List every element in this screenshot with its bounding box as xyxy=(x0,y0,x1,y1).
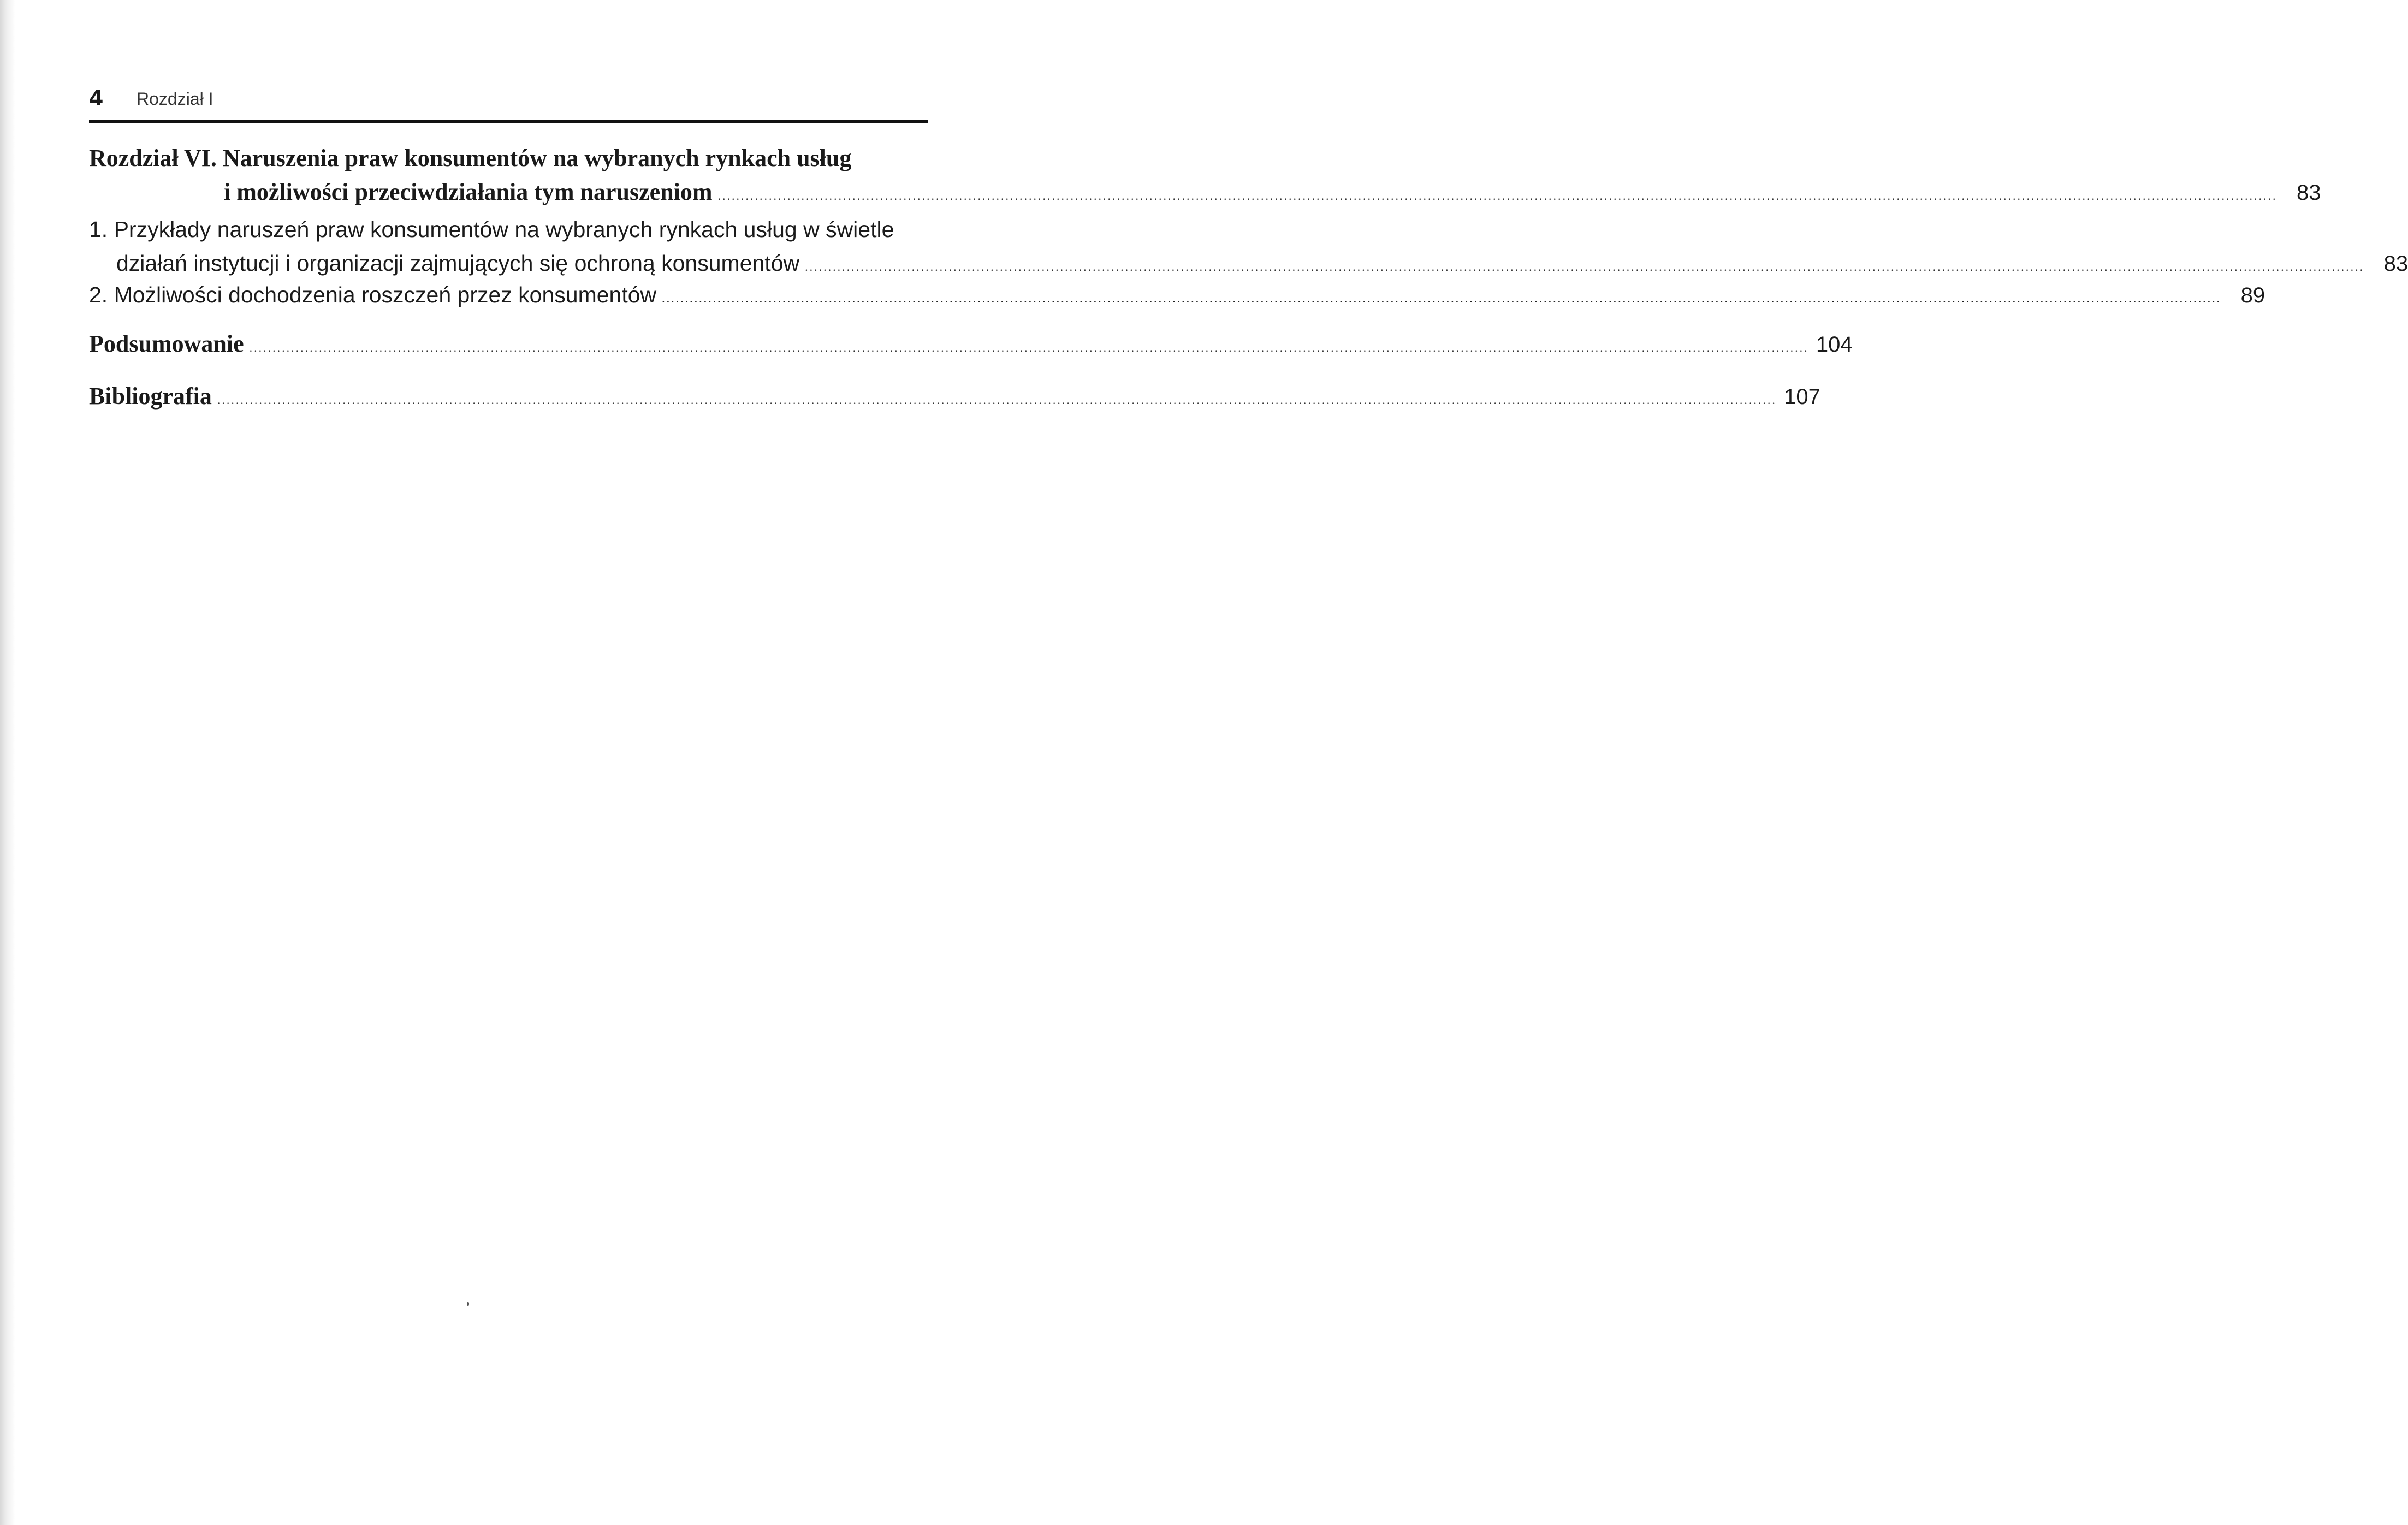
toc-chapter6-title-cont: i możliwości przeciwdziałania tym naruszeniom xyxy=(224,179,713,205)
toc-page-number: 83 xyxy=(2383,252,2408,276)
toc-item1-title-cont: działań instytucji i organizacji zajmujących się ochroną konsumentów xyxy=(116,251,800,276)
toc-chapter6-line1 xyxy=(89,143,930,174)
toc-item1-line1 xyxy=(89,214,930,245)
toc-summary xyxy=(89,329,1853,363)
toc-item1-line2 xyxy=(89,248,2408,282)
toc-chapter6-line2 xyxy=(89,177,2321,211)
page-number: 4 xyxy=(89,86,104,110)
toc-chapter6-title: Rozdział VI. Naruszenia praw konsumentów na wybranych rynkach usług xyxy=(89,145,852,171)
toc-page-number: 89 xyxy=(2240,283,2265,307)
running-header xyxy=(89,82,930,120)
header-rule xyxy=(89,120,928,123)
toc-item2 xyxy=(89,280,2265,314)
running-title: Rozdział I xyxy=(137,89,213,109)
dot-leader xyxy=(662,283,2221,314)
toc-item2-title: 2. Możliwości dochodzenia roszczeń przez konsumentów xyxy=(89,282,657,307)
scan-speck xyxy=(467,1302,469,1306)
toc-bibliography xyxy=(89,381,1820,416)
dot-leader xyxy=(217,385,1777,416)
toc-page-number: 83 xyxy=(2297,181,2321,205)
dot-leader xyxy=(250,333,1809,363)
toc-summary-title: Podsumowanie xyxy=(89,330,244,357)
dot-leader xyxy=(805,252,2364,282)
toc-bibliography-title: Bibliografia xyxy=(89,383,212,410)
toc-page-number: 104 xyxy=(1816,333,1853,357)
dot-leader xyxy=(718,181,2277,211)
toc-item1-title: 1. Przykłady naruszeń praw konsumentów na wybranych rynkach usług w świetle xyxy=(89,217,894,242)
toc-page-number: 107 xyxy=(1784,385,1820,409)
